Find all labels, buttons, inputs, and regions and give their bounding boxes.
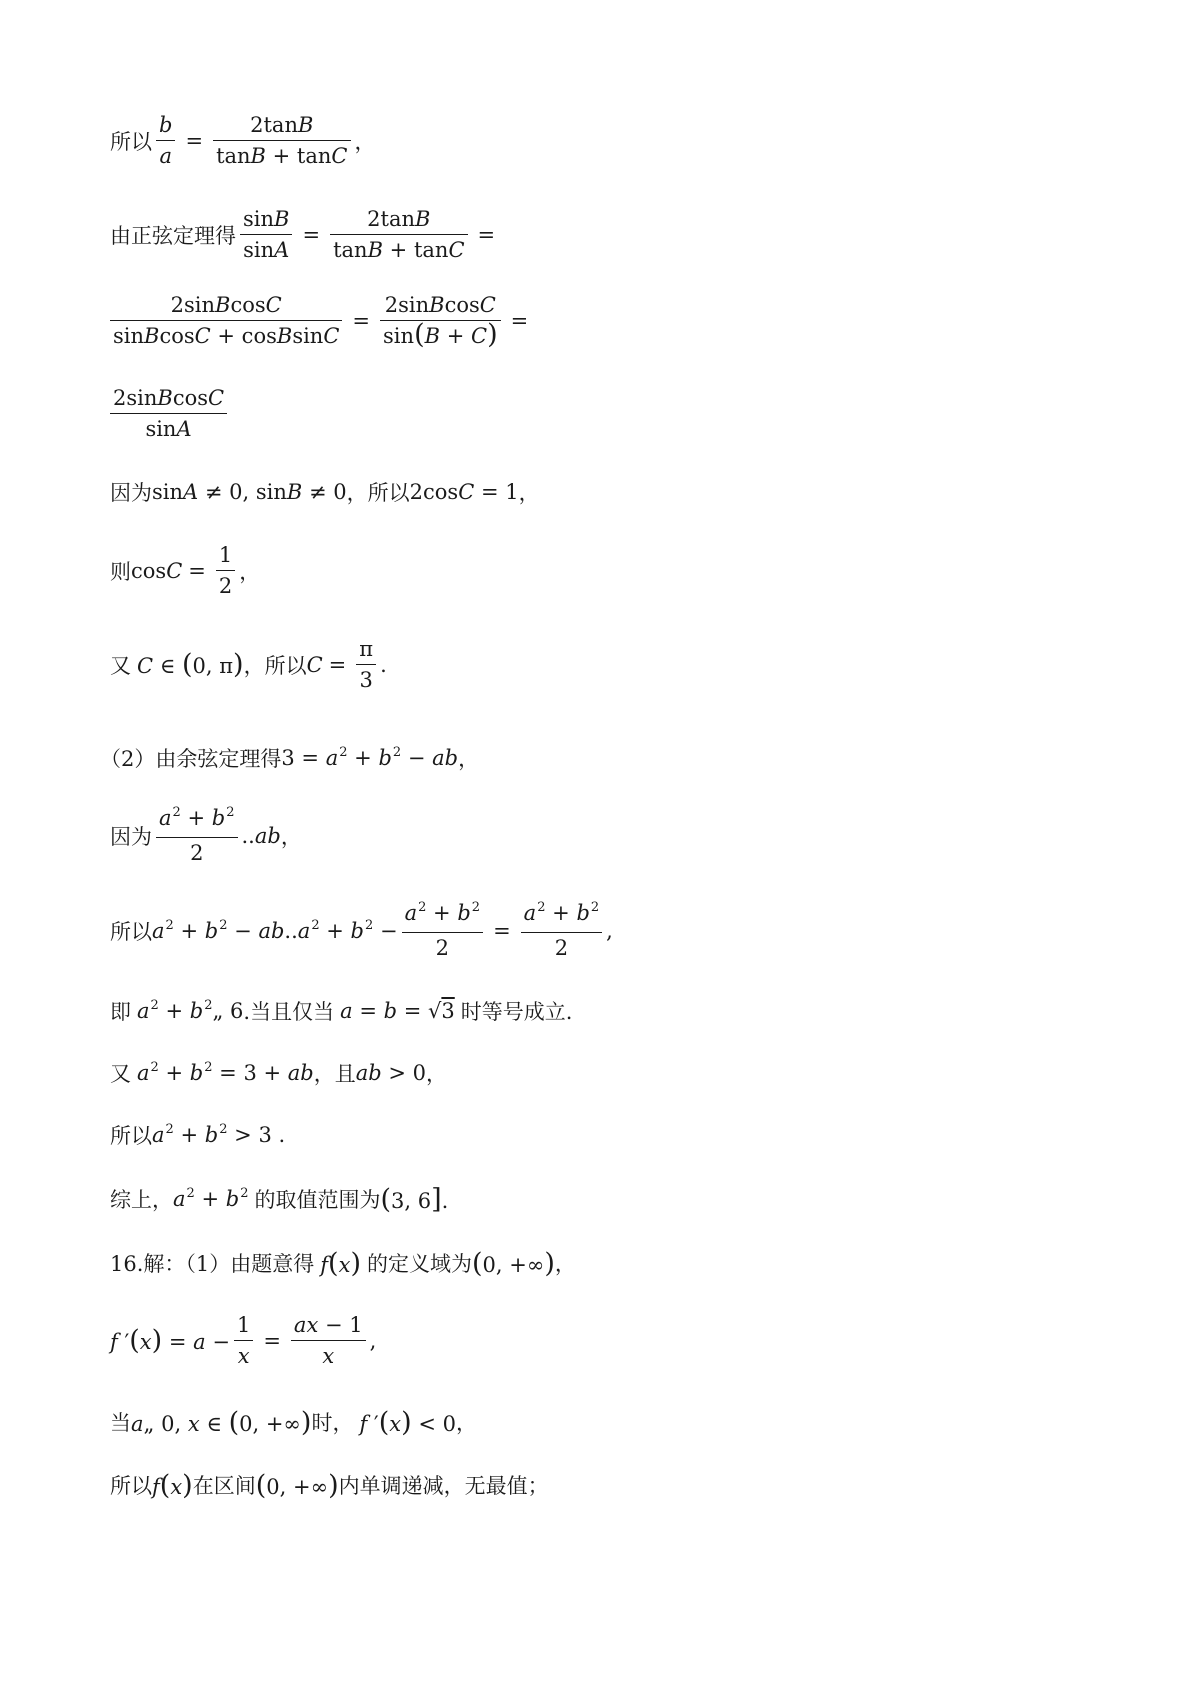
text: 所以: [110, 1124, 152, 1148]
line-5: 因为 sinA ≠ 0, sinB ≠ 0 ， 所以 2cosC = 1 ，: [110, 477, 540, 507]
line-6: 则 cosC = $\frac{1}{2}$ ，: [110, 540, 260, 601]
fraction: $\frac{a^2 + b^2}{2}$: [521, 898, 603, 963]
fraction: $\frac{2\tan B}{\tan B + \tan C}$: [330, 204, 467, 265]
text: ，: [243, 653, 265, 678]
text: ，: [354, 129, 376, 154]
text: ，: [554, 1252, 576, 1276]
text: ，: [458, 747, 480, 771]
text: 则: [110, 559, 131, 584]
fraction: $\frac{\text{2sinBcosC}}{\sin A}$: [110, 383, 227, 444]
text: 所以: [110, 1474, 152, 1498]
text: 综上，: [110, 1188, 173, 1212]
fraction: $\frac{a^2 + b^2}{2}$: [402, 898, 484, 963]
line-12: 又 $a^2 + b^2 = 3$ + ab ，且 ab > 0 ，: [110, 1060, 448, 1086]
line-11: 即 $a^2$ + $b^2„$ 6 .当且仅当 a = b = √3 时等号成立.: [110, 998, 573, 1024]
text: 所以: [110, 919, 152, 944]
line-17: 当 a„ 0, x ∈ (0, +∞) 时， f ′(x) < 0 ，: [110, 1406, 477, 1438]
fraction: $\frac{\sin B}{\sin A}$: [240, 204, 292, 265]
text: 又: [110, 653, 131, 678]
text: ，: [426, 1062, 448, 1086]
line-4: [110, 383, 231, 444]
fraction: $\frac{1}{x}$: [234, 1310, 253, 1371]
text: 的取值范围为: [254, 1188, 381, 1212]
text: 所以: [367, 481, 410, 505]
text: ，: [518, 481, 540, 505]
line-7: 又 C ∈ (0, π) ， 所以 C = $\frac{\pi}{3}$ .: [110, 634, 387, 695]
text: 由正弦定理得: [110, 223, 236, 248]
text: .当且仅当: [243, 1000, 335, 1024]
line-3: $\frac{\text{2sinBcosC}}{\text{sinBcosC + cosBsinC}}$ = $\frac{\text{2sinBcosC}}{\sin(B + C)}$ =: [110, 290, 534, 351]
text: 所以: [264, 653, 307, 678]
text: ，: [455, 1411, 477, 1435]
text: 时，: [311, 1411, 354, 1435]
text: （2）由余弦定理得: [100, 747, 282, 771]
fraction: $\frac{\text{2sinBcosC}}{\sin(B + C)}$: [380, 290, 501, 351]
line-2: 由正弦定理得 $\frac{\sin B}{\sin A}$ = $\frac{2\tan B}{\tan B + \tan C}$ =: [110, 204, 501, 265]
fraction: $\frac{\pi}{3}$: [356, 634, 376, 695]
line-14: 综上， $a^2 + b^2$ 的取值范围为 (3, 6].: [110, 1183, 449, 1215]
text: 因为: [110, 824, 152, 849]
line-1: 所以 $\frac{b}{a}$ = $\frac{2\tan B}{\tan B + \tan C}$ ，: [110, 110, 376, 171]
text: ，: [239, 559, 261, 584]
line-15: 16.解：（1）由题意得 f(x) 的定义域为 (0, +∞) ，: [110, 1247, 576, 1279]
text: 内单调递减，无最值；: [338, 1474, 549, 1498]
text: 所以: [110, 129, 152, 154]
fraction: $\frac{ax - 1}{x}$: [291, 1310, 366, 1371]
text: 时等号成立.: [460, 1000, 573, 1024]
fraction: $\frac{\text{2sinBcosC}}{\text{sinBcosC + cosBsinC}}$: [110, 290, 342, 351]
text: 在区间: [192, 1474, 256, 1498]
text: 因为: [110, 481, 152, 505]
text: ，: [280, 824, 302, 849]
line-9: 因为 $\frac{a^2 + b^2}{2}$ ..ab ，: [110, 803, 302, 868]
fraction: $\frac{2\tan B}{\tan B + \tan C}$: [213, 110, 350, 171]
text: 即: [110, 1000, 131, 1024]
fraction: $\frac{a^2 + b^2}{2}$: [156, 803, 238, 868]
line-10: 所以 $a^2 + b^2 - ab..a^2 + b^2$ − $\frac{a^2 + b^2}{2}$ = $\frac{a^2 + b^2}{2}$ ,: [110, 898, 613, 963]
line-13: 所以 $a^2 + b^2 > 3$ .: [110, 1122, 286, 1148]
line-18: 所以 f(x) 在区间 (0, +∞) 内单调递减，无最值；: [110, 1469, 549, 1501]
text: 当: [110, 1411, 131, 1435]
line-16: f ′(x) = a − $\frac{1}{x}$ = $\frac{ax - 1}{x}$ ,: [110, 1310, 376, 1371]
text: 又: [110, 1062, 131, 1086]
fraction: $\frac{b}{a}$: [156, 110, 175, 171]
text: 的定义域为: [366, 1252, 472, 1276]
text: ，且: [313, 1062, 356, 1086]
line-8: （2）由余弦定理得 $3 = a^2 + b^2$ − ab ，: [100, 745, 480, 771]
text: ，: [346, 481, 368, 505]
text: 16.解：（1）由题意得: [110, 1252, 315, 1276]
fraction: $\frac{1}{2}$: [216, 540, 235, 601]
